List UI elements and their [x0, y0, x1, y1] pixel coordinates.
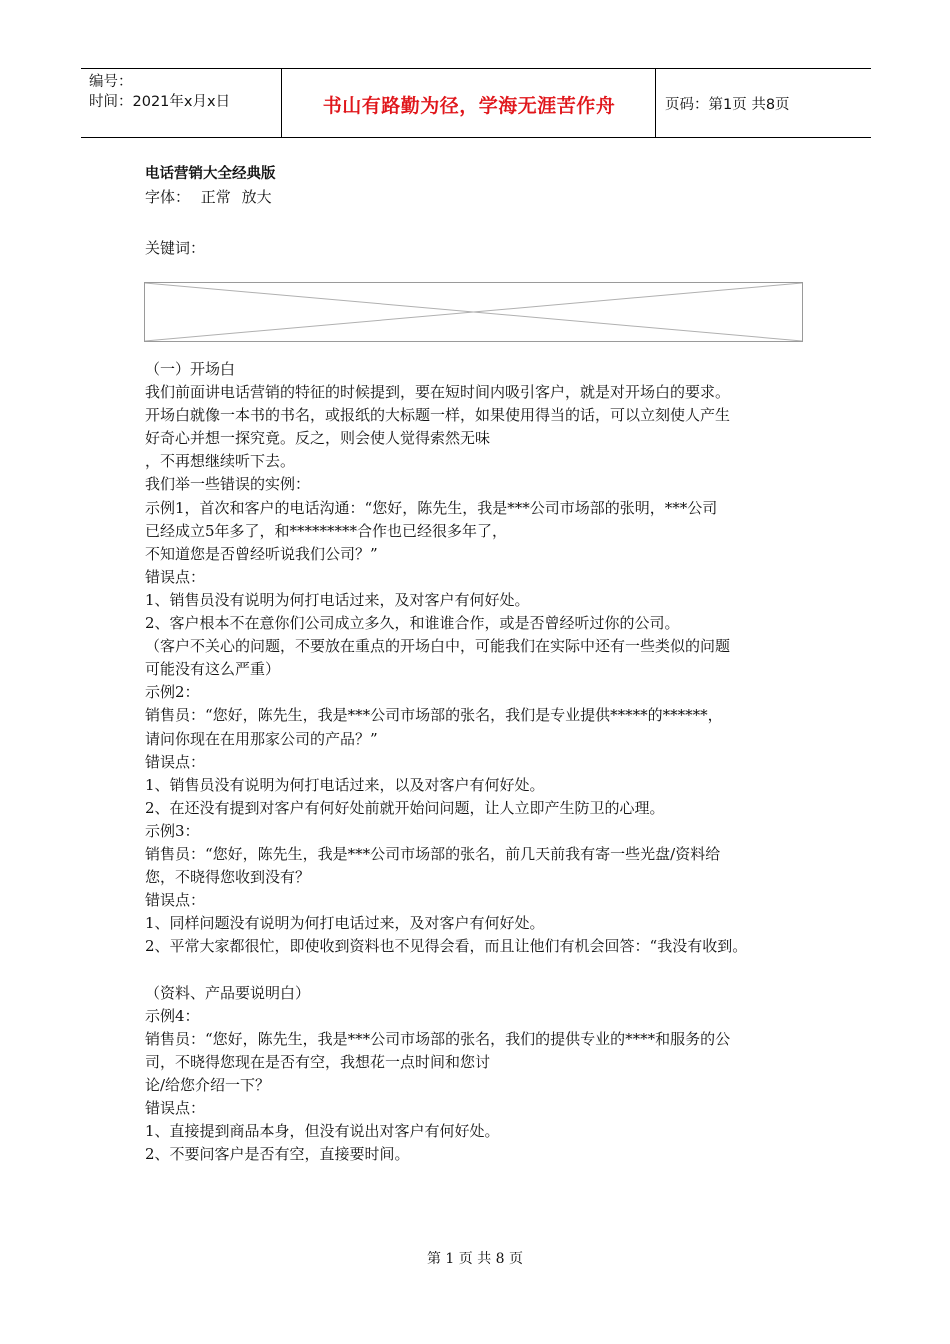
header-page-number: 页码：第1页 共8页	[665, 97, 790, 113]
body-line: （资料、产品要说明白）	[145, 983, 311, 1002]
body-line: 销售员：“您好，陈先生，我是***公司市场部的张名，我们是专业提供*****的******，	[145, 706, 723, 725]
body-line: 我们前面讲电话营销的特征的时候提到，要在短时间内吸引客户，就是对开场白的要求。	[145, 383, 731, 402]
body-line: 我们举一些错误的实例：	[145, 475, 311, 494]
image-placeholder	[144, 282, 803, 342]
body-line: 示例1，首次和客户的电话沟通：“您好，陈先生，我是***公司市场部的张明，***公司	[145, 498, 718, 517]
broken-image-icon	[145, 283, 802, 341]
body-line: 错误点：	[145, 567, 206, 586]
header-meta	[89, 72, 230, 112]
body-line: 错误点：	[145, 891, 206, 910]
body-line: （客户不关心的问题，不要放在重点的开场白中，可能我们在实际中还有一些类似的问题	[145, 637, 731, 656]
document-number: 编号：	[89, 74, 133, 90]
body-line: 示例2：	[145, 683, 200, 702]
font-size-options	[145, 186, 278, 207]
body-line: 1、直接提到商品本身，但没有说出对客户有何好处。	[145, 1122, 500, 1141]
body-line: 错误点：	[145, 752, 206, 771]
body-line: 错误点：	[145, 1099, 206, 1117]
body-line: 请问你现在在用那家公司的产品？”	[145, 729, 378, 748]
body-line: 1、销售员没有说明为何打电话过来，以及对客户有何好处。	[145, 775, 545, 794]
body-line: 2、客户根本不在意你们公司成立多久，和谁谁合作，或是否曾经听过你的公司。	[145, 614, 680, 633]
body-line: 2、在还没有提到对客户有何好处前就开始问问题，让人立即产生防卫的心理。	[145, 798, 665, 817]
body-line: 销售员：“您好，陈先生，我是***公司市场部的张名，前几天前我有寄一些光盘/资料给	[145, 844, 721, 863]
body-line: 司，不晓得您现在是否有空，我想花一点时间和您讨	[145, 1052, 491, 1071]
body-line: 2、不要问客户是否有空，直接要时间。	[145, 1145, 410, 1164]
body-line: 论/给您介绍一下？	[145, 1075, 271, 1094]
body-line: 2、平常大家都很忙，即使收到资料也不见得会看，而且让他们有机会回答：“我没有收到。	[145, 937, 748, 956]
font-large-link[interactable]: 放大	[241, 188, 272, 206]
body-line: 销售员：“您好，陈先生，我是***公司市场部的张名，我们的提供专业的****和服务的公	[145, 1029, 731, 1048]
document-date: 时间：2021年x月x日	[89, 94, 231, 110]
font-normal-link[interactable]: 正常	[200, 188, 231, 206]
body-line: 1、同样问题没有说明为何打电话过来，及对客户有何好处。	[145, 914, 545, 933]
body-line: 不知道您是否曾经听说我们公司？”	[145, 544, 378, 563]
body-line: 开场白就像一本书的书名，或报纸的大标题一样，如果使用得当的话，可以立刻使人产生	[145, 406, 731, 425]
keywords-label: 关键词：	[145, 239, 206, 257]
body-line: 您，不晓得您收到没有？	[145, 868, 311, 887]
body-line: （一）开场白	[145, 360, 236, 378]
page-footer: 第 1 页 共 8 页	[426, 1251, 524, 1267]
page-header	[81, 68, 871, 138]
body-line: 1、销售员没有说明为何打电话过来，及对客户有何好处。	[145, 590, 530, 609]
header-motto: 书山有路勤为径，学海无涯苦作舟	[322, 95, 616, 117]
body-line	[145, 958, 825, 981]
article-body	[145, 358, 825, 1166]
document-title: 电话营销大全经典版	[145, 166, 276, 182]
font-label: 字体：	[145, 188, 191, 206]
body-line: 好奇心并想一探究竟。反之，则会使人觉得索然无味	[145, 429, 491, 448]
body-line: 示例3：	[145, 821, 200, 840]
body-line: ，不再想继续听下去。	[145, 452, 296, 471]
body-line: 示例4：	[145, 1006, 200, 1025]
body-line: 可能没有这么严重）	[145, 660, 281, 679]
body-line: 已经成立5年多了，和*********合作也已经很多年了，	[145, 521, 508, 540]
header-divider	[655, 69, 656, 137]
